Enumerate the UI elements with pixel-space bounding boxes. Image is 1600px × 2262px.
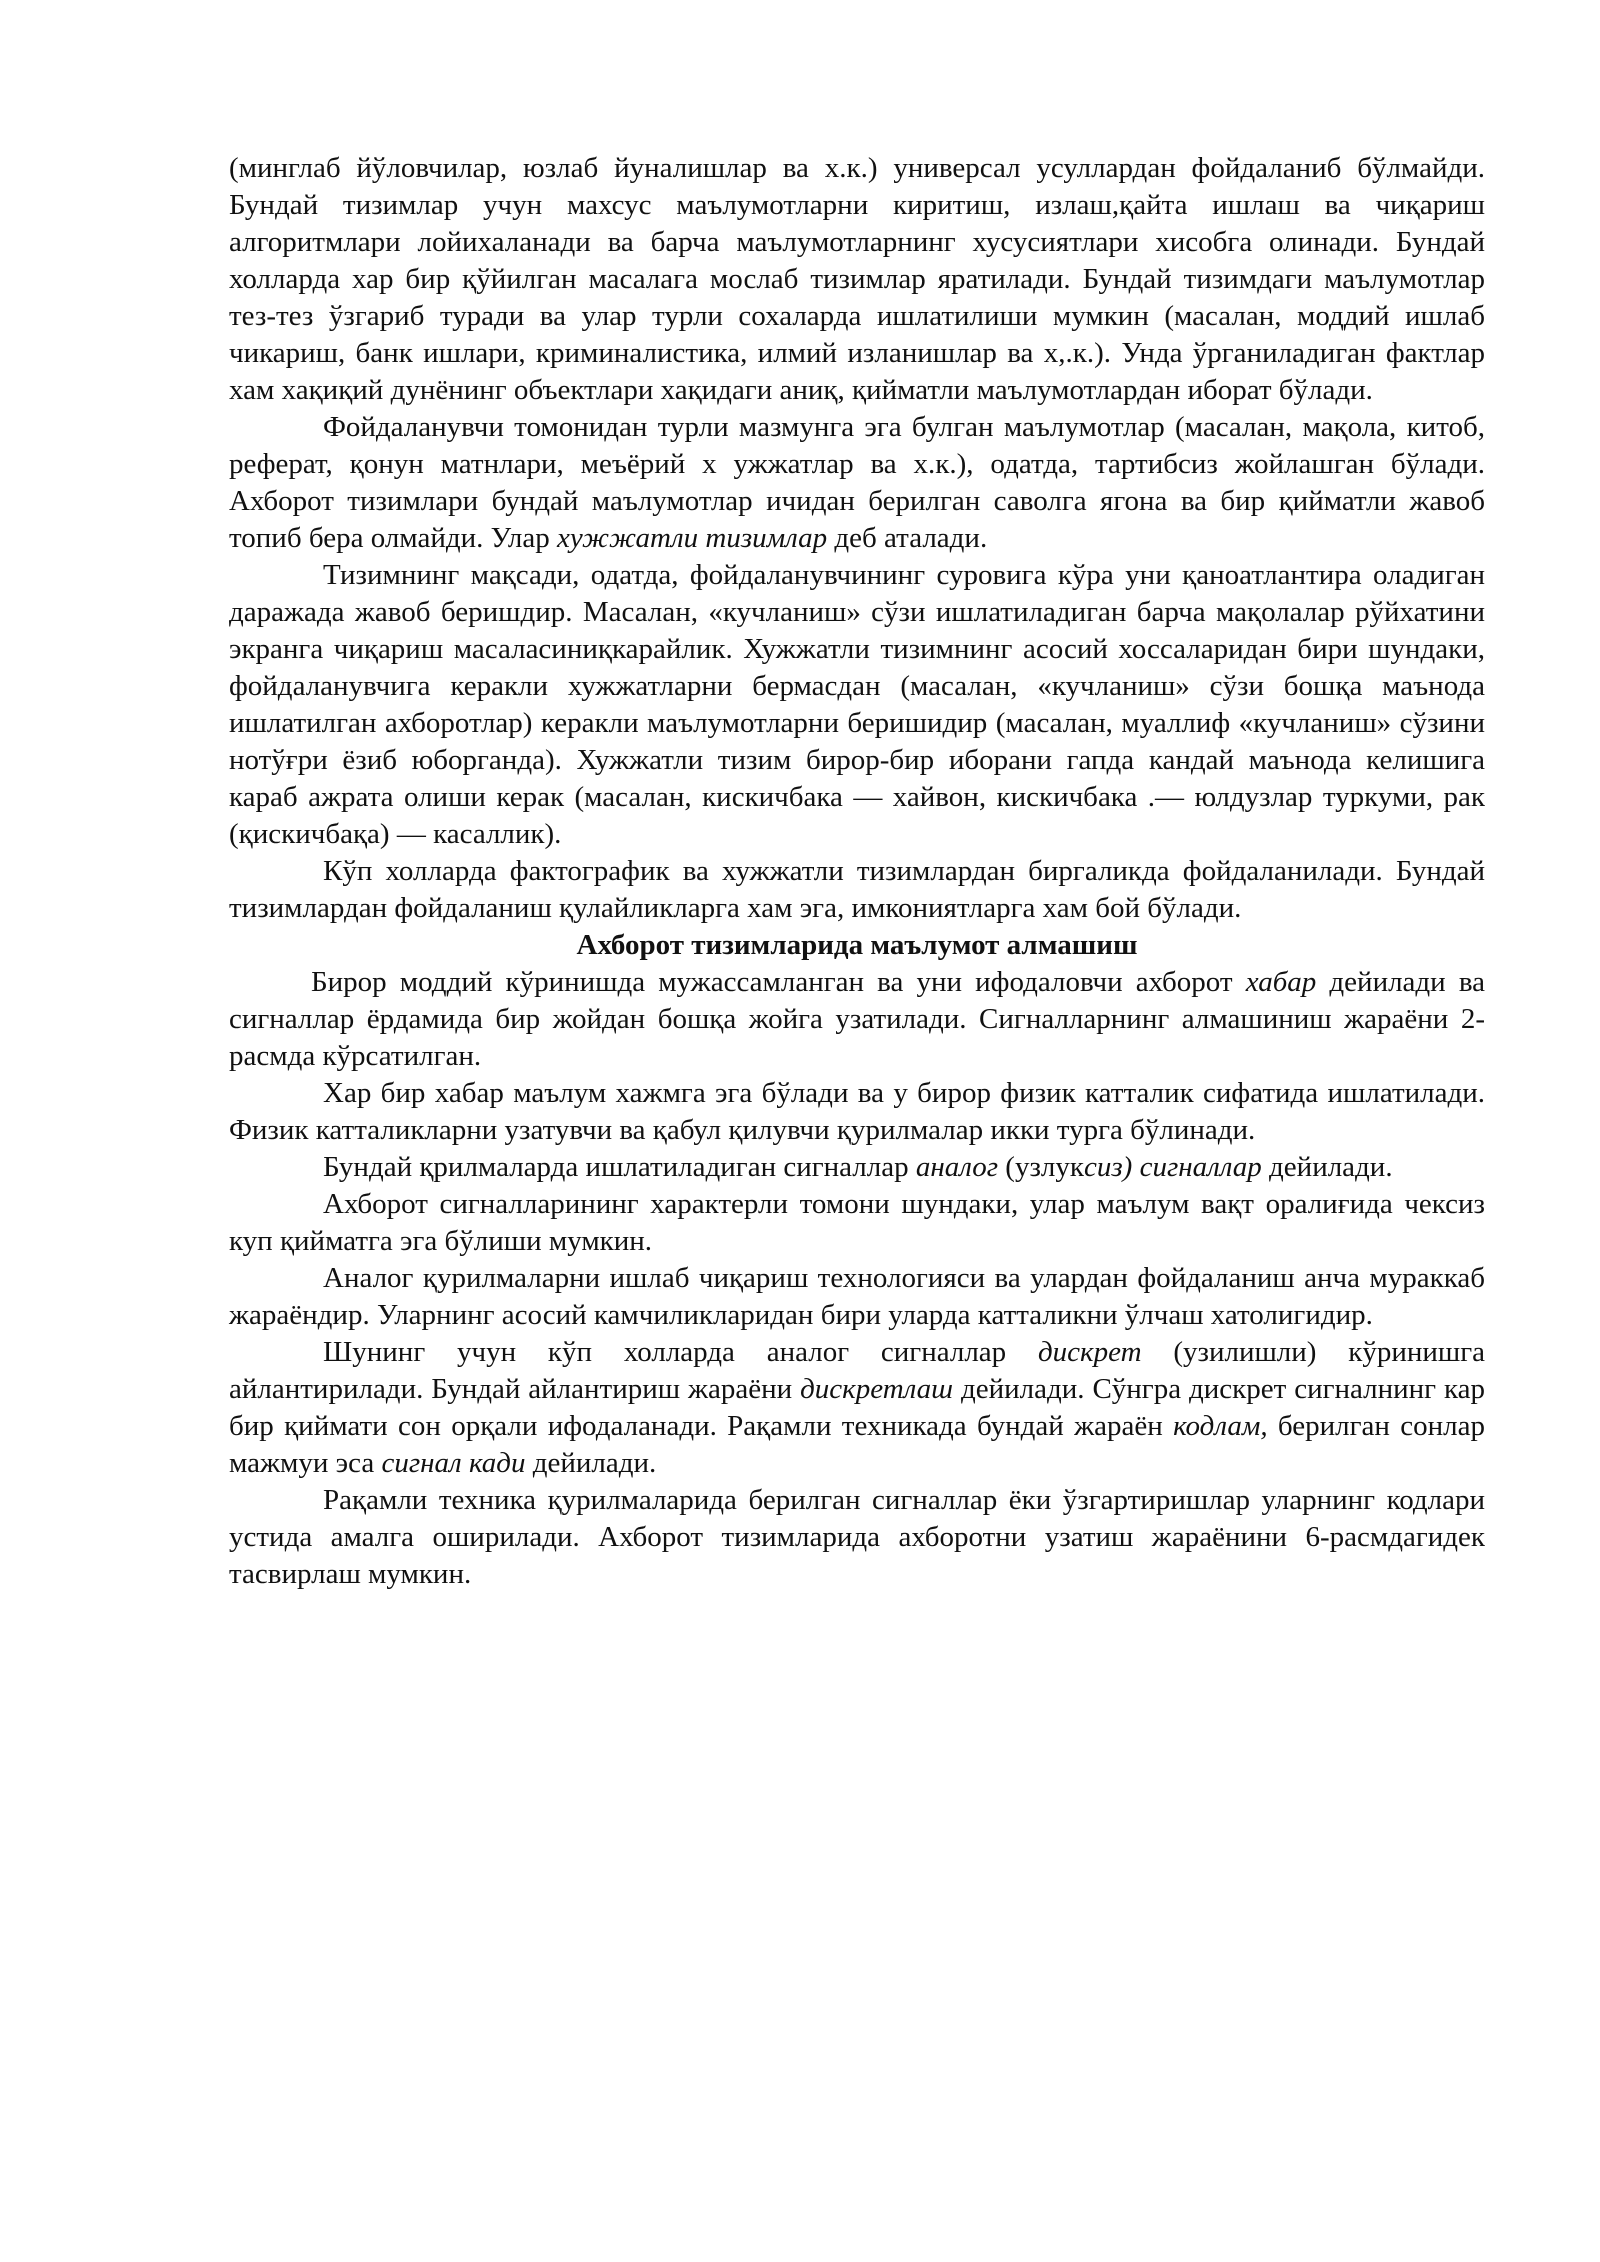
paragraph-4 — [229, 853, 1485, 927]
paragraph-7-text-a: Бундай қрилмаларда ишлатиладиган сигналлар — [323, 1151, 916, 1183]
paragraph-7-text-c: дейилади. — [1261, 1151, 1393, 1183]
paragraph-7-term-1: аналог — [915, 1151, 999, 1183]
paragraph-11-text: Рақамли техника қурилмаларида берилган сигналлар ёки ўзгартиришлар уларнинг кодлари устида амалга оширилади. Ахборот тизимларида ахборотни узатиш жараёнини 6-расмдагидек тасвирлаш мумкин. — [229, 1484, 1485, 1590]
paragraph-10-term-3: кодлам, — [1173, 1410, 1268, 1442]
paragraph-10-term-4: сигнал кади — [381, 1447, 526, 1479]
paragraph-10-term-2: дискретлаш — [800, 1373, 954, 1405]
paragraph-2-text-b: деб аталади. — [827, 522, 988, 554]
paragraph-9-text: Аналог қурилмаларни ишлаб чиқариш технологияси ва улардан фойдаланиш анча мураккаб жараёндир. Уларнинг асосий камчиликларидан бири уларда катталикни ўлчаш хатолигидир. — [229, 1262, 1485, 1331]
paragraph-9 — [229, 1260, 1485, 1334]
paragraph-2-term: хужжатли тизимлар — [556, 522, 828, 554]
paragraph-10-text-a: Шунинг учун кўп холларда аналог сигналлар — [323, 1336, 1038, 1368]
paragraph-5-text-b: дейилади ва сигналлар ёрдамида бир жойдан бошқа жойга узатилади. Сигналларнинг алмашиниш жараёни 2- расмда кўрсатилган. — [229, 966, 1486, 1072]
paragraph-8 — [229, 1186, 1485, 1260]
paragraph-3 — [229, 557, 1485, 853]
paragraph-10-text-d: берилган сонлар мажмуи эса — [229, 1410, 1485, 1479]
paragraph-1-text: (минглаб йўловчилар, юзлаб йуналишлар ва х.к.) универсал усуллардан фойдаланиб бўлмайди. Бундай тизимлар учун махсус маълумотларни киритиш, излаш,қайта ишлаш ва чиқариш алгоритмлари лойихаланади ва барча маълумотларнинг хусусиятлари хисобга олинади. Бундай холларда хар бир қўйилган масалага мослаб тизимлар яратилади. Бундай тизимдаги маълумотлар тез-тез ўзгариб туради ва улар турли сохаларда ишлатилиши мумкин (масалан, моддий ишлаб чикариш, банк ишлари, криминалистика, илмий изланишлар ва х,.к.). Унда ўрганиладиган фактлар хам хақиқий дунёнинг объектлари хақидаги аниқ, қийматли маълумотлардан иборат бўлади. — [229, 152, 1485, 406]
paragraph-10-term-1: дискрет — [1037, 1336, 1142, 1368]
paragraph-11 — [229, 1482, 1485, 1593]
paragraph-2 — [229, 409, 1485, 557]
paragraph-8-text: Ахборот сигналларининг характерли томони шундаки, улар маълум вақт оралиғида чексиз куп қийматга эга бўлиши мумкин. — [229, 1188, 1485, 1257]
paragraph-3-text: Тизимнинг мақсади, одатда, фойдаланувчининг суровига кўра уни қаноатлантира оладиган даражада жавоб беришдир. Масалан, «кучланиш» сўзи ишлатиладиган барча мақолалар рўйхатини экранга чиқариш масаласиниқкарайлик. Хужжатли тизимнинг асосий хоссаларидан бири шундаки, фойдаланувчига керакли хужжатларни бермасдан (масалан, «кучланиш» сўзи бошқа маънода ишлатилган ахборотлар) керакли маълумотларни беришидир (масалан, муаллиф «кучланиш» сўзини нотўғри ёзиб юборганда). Хужжатли тизим бирор-бир иборани гапда кандай маънода келишига караб ажрата олиши керак (масалан, кискичбака — хайвон, кискичбака .— юлдузлар туркуми, рак (қискичбақа) — касаллик). — [229, 559, 1485, 850]
paragraph-2-text-a: Фойдаланувчи томонидан турли мазмунга эга булган маълумотлар (масалан, мақола, китоб, реферат, қонун матнлари, меъёрий х ужжатлар ва х.к.), одатда, тартибсиз жойлашган бўлади. Ахборот тизимлари бундай маълумотлар ичидан берилган саволга ягона ва бир қийматли жавоб топиб бера олмайди. Улар — [229, 411, 1485, 554]
paragraph-1 — [229, 150, 1485, 409]
paragraph-10-text-b: (узилишли) кўринишга айлантирилади. Бундай айлантириш жараёни — [229, 1336, 1485, 1405]
paragraph-5-term: хабар — [1245, 966, 1317, 998]
paragraph-6 — [229, 1075, 1485, 1149]
paragraph-10-text-c: дейилади. Сўнгра дискрет сигналнинг кар бир қиймати сон орқали ифодаланади. Рақамли техникада бундай жараён — [229, 1373, 1486, 1442]
paragraph-5 — [229, 964, 1485, 1075]
paragraph-10-text-e: дейилади. — [525, 1447, 657, 1479]
paragraph-5-text-a: Бирор моддий кўринишда мужассамланган ва уни ифодаловчи ахборот — [311, 966, 1246, 998]
section-heading: Ахборот тизимларида маълумот алмашиш — [576, 929, 1138, 961]
paragraph-7-term-2: сиз) сигналлар — [1083, 1151, 1262, 1183]
paragraph-10 — [229, 1334, 1485, 1482]
paragraph-7 — [229, 1149, 1485, 1186]
paragraph-6-text: Хар бир хабар маълум хажмга эга бўлади ва у бирор физик катталик сифатида ишлатилади. Физик катталикларни узатувчи ва қабул қилувчи қурилмалар икки турга бўлинади. — [229, 1077, 1485, 1146]
document-page — [229, 150, 1485, 1593]
paragraph-4-text: Кўп холларда фактографик ва хужжатли тизимлардан биргаликда фойдаланилади. Бундай тизимлардан фойдаланиш қулайликларга хам эга, имкониятларга хам бой бўлади. — [229, 855, 1485, 924]
paragraph-7-text-b: (узлук — [998, 1151, 1084, 1183]
